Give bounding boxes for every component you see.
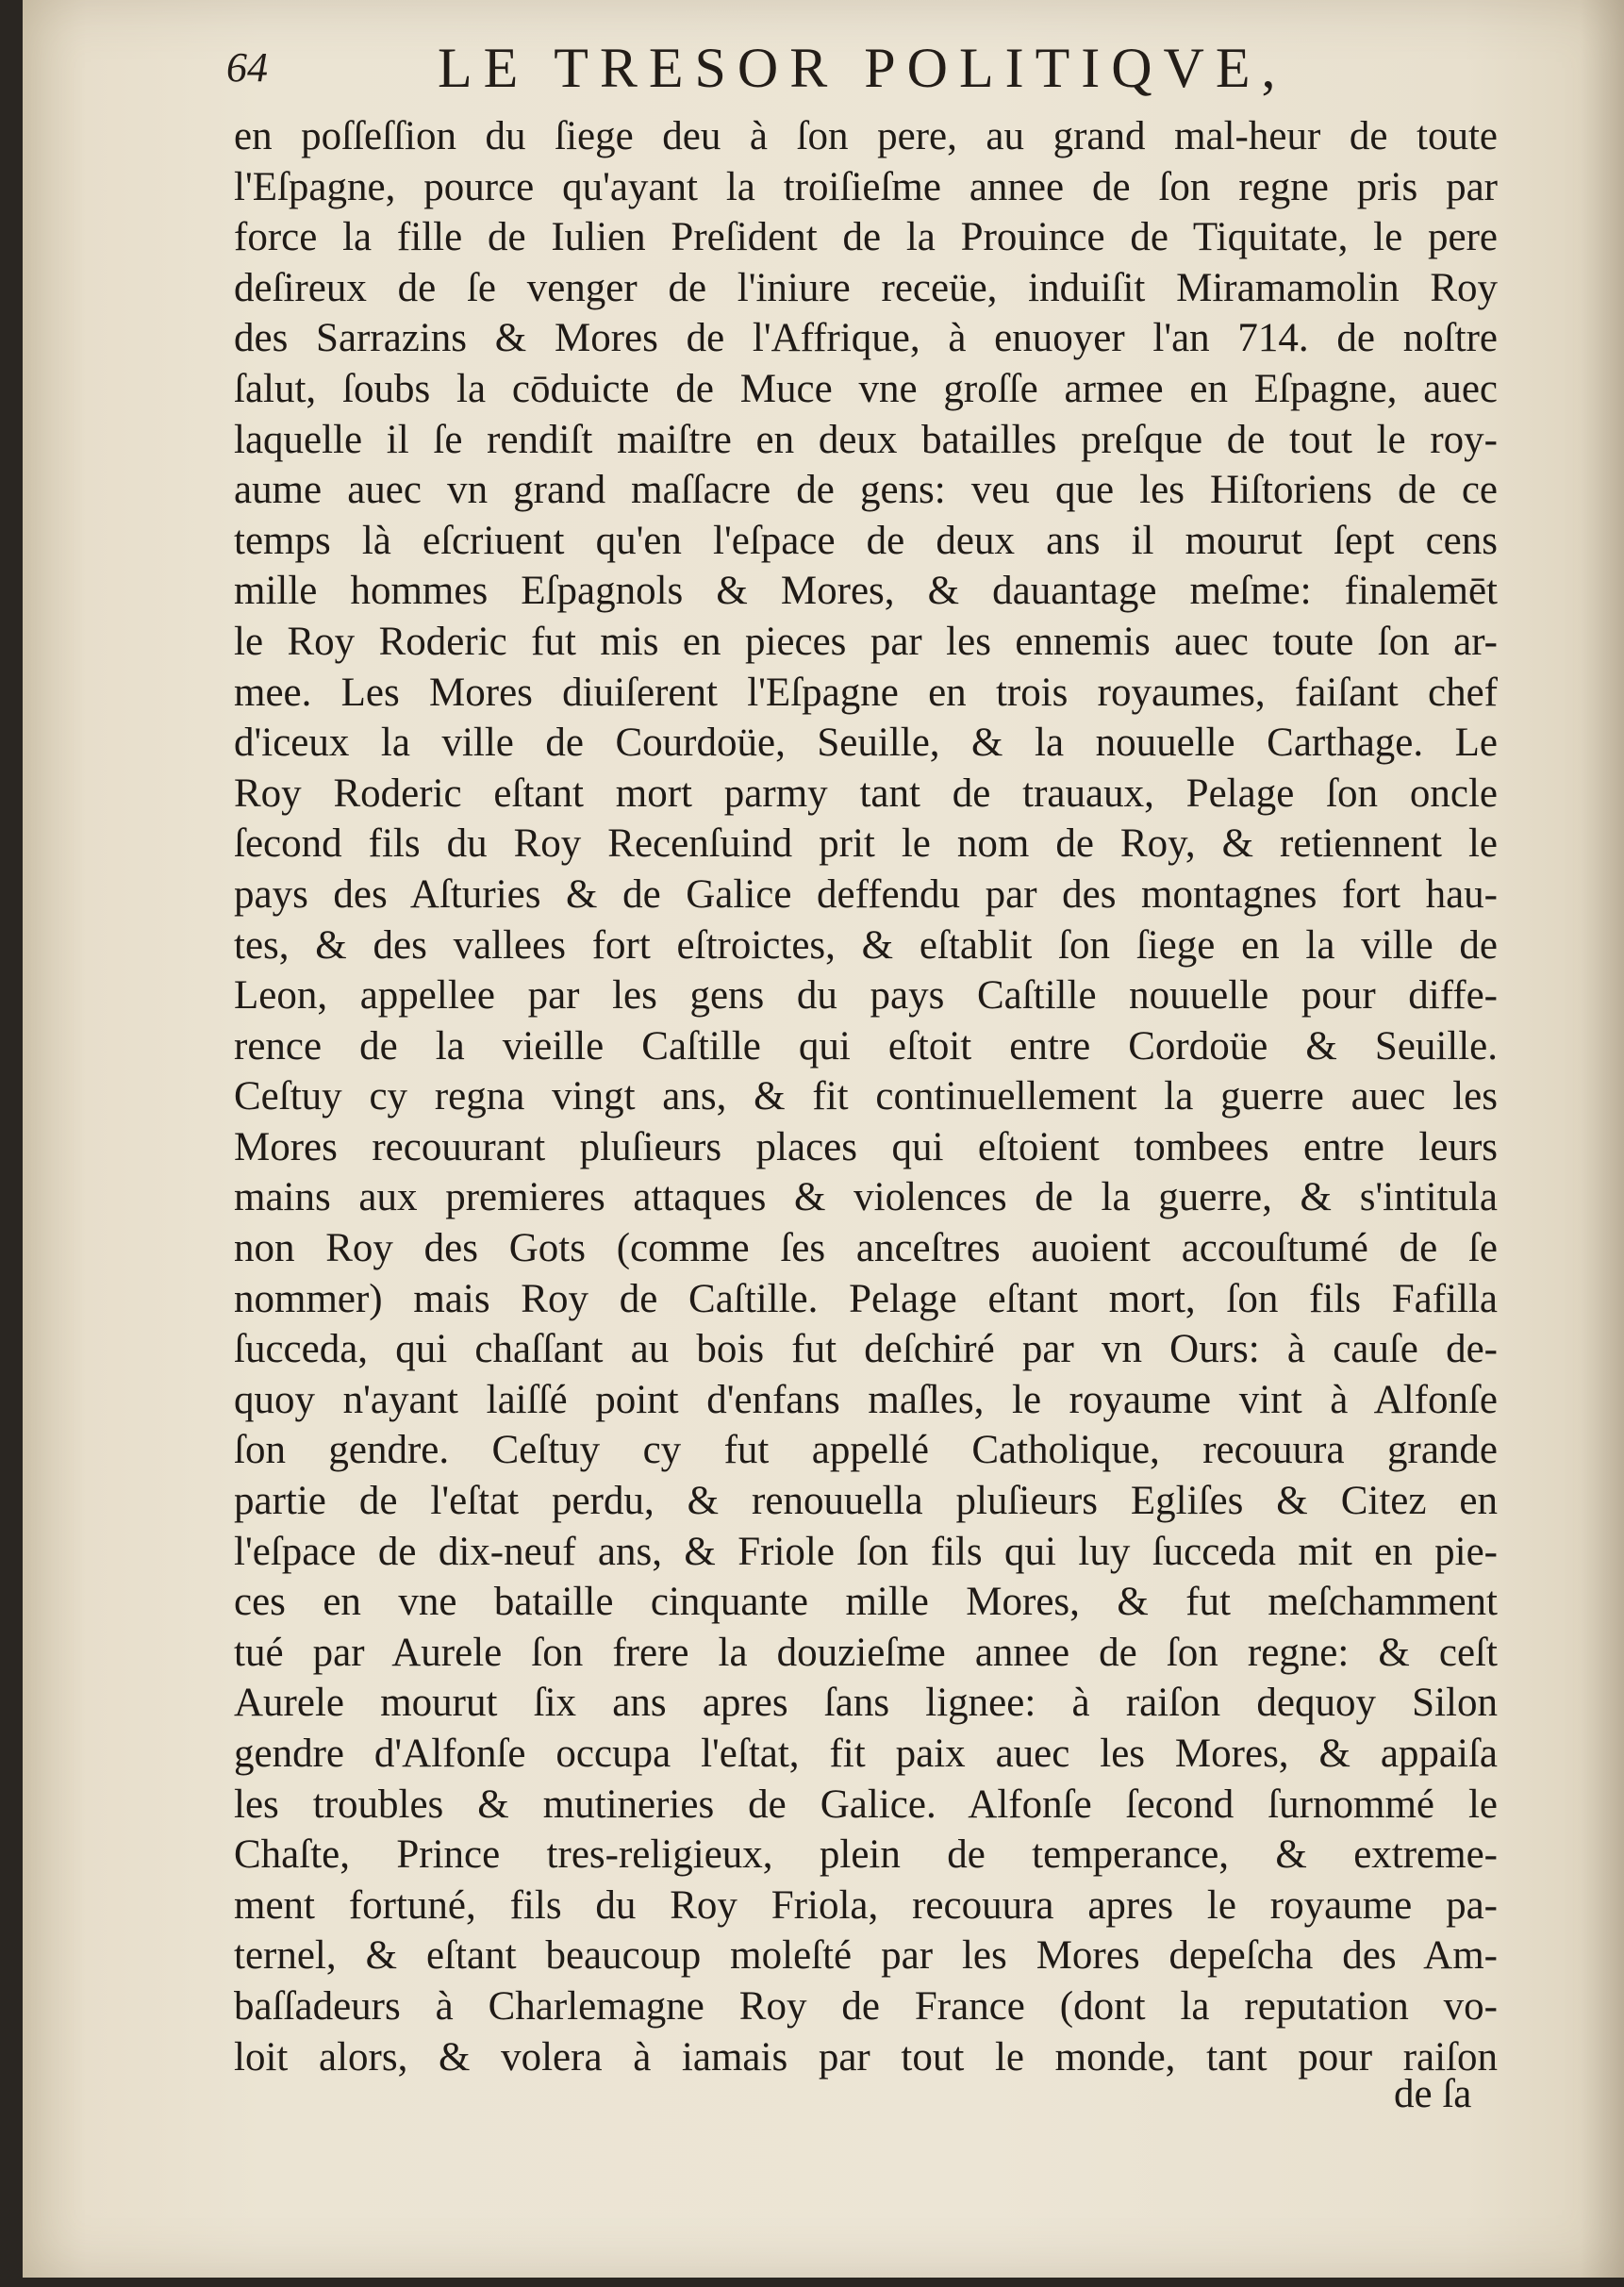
text-line: Ceſtuy cy regna vingt ans, & fit continuellement la guerre auec les bbox=[234, 1074, 1498, 1119]
text-line: ſucceda, qui chaſſant au bois fut deſchiré par vn Ours: à cauſe de- bbox=[234, 1327, 1498, 1372]
text-line: force la fille de Iulien Preſident de la Prouince de Tiquitate, le pere bbox=[234, 215, 1498, 260]
text-line: loit alors, & volera à iamais par tout le monde, tant pour raiſon bbox=[234, 2034, 1498, 2080]
text-line: nommer) mais Roy de Caſtille. Pelage eſtant mort, ſon fils Fafilla bbox=[234, 1276, 1498, 1321]
text-line: deſireux de ſe venger de l'iniure receüe, induiſit Miramamolin Roy bbox=[234, 265, 1498, 310]
text-line: Leon, appellee par les gens du pays Caſtille nouuelle pour diffe- bbox=[234, 973, 1498, 1019]
text-line: ſecond fils du Roy Recenſuind prit le nom de Roy, & retiennent le bbox=[234, 821, 1498, 867]
text-line: ternel, & eſtant beaucoup moleſté par les Mores depeſcha des Am- bbox=[234, 1933, 1498, 1979]
running-title: LE TRESOR POLITIQVE, bbox=[438, 37, 1287, 99]
text-line: Aurele mourut ſix ans apres ſans lignee: à raiſon dequoy Silon bbox=[234, 1681, 1498, 1726]
text-line: Mores recouurant pluſieurs places qui eſtoient tombees entre leurs bbox=[234, 1124, 1498, 1169]
text-line: tes, & des vallees fort eſtroictes, & eſtablit ſon ſiege en la ville de bbox=[234, 922, 1498, 968]
text-line: le Roy Roderic fut mis en pieces par les ennemis auec toute ſon ar- bbox=[234, 619, 1498, 664]
text-line: ces en vne bataille cinquante mille Mores, & fut meſchamment bbox=[234, 1580, 1498, 1625]
text-line: mee. Les Mores diuiſerent l'Eſpagne en trois royaumes, faiſant chef bbox=[234, 670, 1498, 715]
text-line: mains aux premieres attaques & violences de la guerre, & s'intitula bbox=[234, 1175, 1498, 1220]
text-line: d'iceux la ville de Courdoüe, Seuille, & la nouuelle Carthage. Le bbox=[234, 721, 1498, 766]
text-line: ſalut, ſoubs la cōduicte de Muce vne groſſe armee en Eſpagne, auec bbox=[234, 366, 1498, 411]
text-line: mille hommes Eſpagnols & Mores, & dauantage meſme: finalemēt bbox=[234, 569, 1498, 614]
text-line: l'Eſpagne, pource qu'ayant la troiſieſme annee de ſon regne pris par bbox=[234, 164, 1498, 209]
text-line: Roy Roderic eſtant mort parmy tant de trauaux, Pelage ſon oncle bbox=[234, 771, 1498, 816]
text-line: ment fortuné, fils du Roy Friola, recouura apres le royaume pa- bbox=[234, 1882, 1498, 1928]
catchword: de ſa bbox=[1394, 2072, 1472, 2116]
text-line: baſſadeurs à Charlemagne Roy de France (dont la reputation vo- bbox=[234, 1983, 1498, 2029]
text-line: quoy n'ayant laiſſé point d'enfans maſles, le royaume vint à Alfonſe bbox=[234, 1377, 1498, 1422]
text-line: non Roy des Gots (comme ſes anceſtres auoient accouſtumé de ſe bbox=[234, 1226, 1498, 1271]
text-line: partie de l'eſtat perdu, & renouuella pluſieurs Egliſes & Citez en bbox=[234, 1479, 1498, 1524]
text-line: laquelle il ſe rendiſt maiſtre en deux batailles preſque de tout le roy- bbox=[234, 417, 1498, 462]
text-line: gendre d'Alfonſe occupa l'eſtat, fit paix auec les Mores, & appaiſa bbox=[234, 1732, 1498, 1776]
text-line: tué par Aurele ſon frere la douzieſme annee de ſon regne: & ceſt bbox=[234, 1630, 1498, 1675]
text-line: temps là eſcriuent qu'en l'eſpace de deux ans il mourut ſept cens bbox=[234, 518, 1498, 563]
text-line: pays des Aſturies & de Galice deffendu par des montagnes fort hau- bbox=[234, 871, 1498, 917]
text-line: les troubles & mutineries de Galice. Alfonſe ſecond ſurnommé le bbox=[234, 1782, 1498, 1827]
text-line: des Sarrazins & Mores de l'Affrique, à enuoyer l'an 714. de noſtre bbox=[234, 316, 1498, 361]
text-line: l'eſpace de dix-neuf ans, & Friole ſon fils qui luy ſucceda mit en pie- bbox=[234, 1529, 1498, 1574]
text-line: Chaſte, Prince tres-religieux, plein de temperance, & extreme- bbox=[234, 1832, 1498, 1878]
body-text bbox=[234, 111, 1498, 2082]
text-line: aume auec vn grand maſſacre de gens: veu que les Hiſtoriens de ce bbox=[234, 468, 1498, 513]
book-page bbox=[23, 0, 1624, 2278]
page-number: 64 bbox=[226, 44, 268, 91]
text-line: ſon gendre. Ceſtuy cy fut appellé Catholique, recouura grande bbox=[234, 1428, 1498, 1473]
text-line: en poſſeſſion du ſiege deu à ſon pere, au grand mal-heur de toute bbox=[234, 114, 1498, 158]
page-header bbox=[183, 26, 1475, 102]
text-line: rence de la vieille Caſtille qui eſtoit entre Cordoüe & Seuille. bbox=[234, 1023, 1498, 1069]
